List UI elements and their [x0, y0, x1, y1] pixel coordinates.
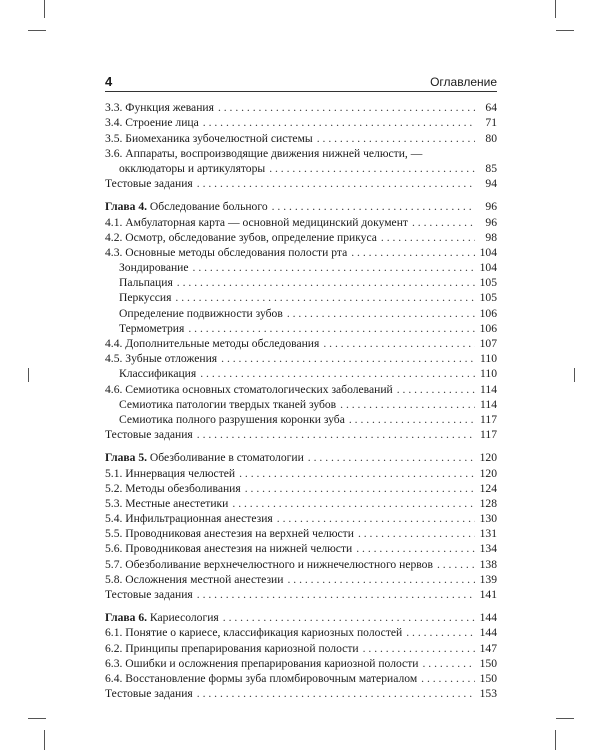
- toc-entry-title: [105, 482, 241, 496]
- toc-page-number: 96: [485, 215, 497, 229]
- toc-entry-label: окклюдаторы и артикуляторы: [119, 161, 266, 175]
- toc-entry-title: [105, 611, 219, 625]
- toc-page-number: 107: [479, 337, 497, 350]
- page-number: 4: [105, 74, 113, 89]
- toc-leader-dots: [397, 383, 475, 397]
- toc-entry-title: [105, 200, 268, 214]
- toc-leader-dots: [358, 527, 475, 541]
- toc-row[interactable]: [105, 556, 497, 571]
- toc-entry-label: Пальпация: [119, 276, 173, 290]
- toc-row[interactable]: [105, 686, 497, 701]
- toc-leader-dots: [340, 398, 475, 412]
- toc-row[interactable]: [105, 427, 497, 442]
- toc-chapter-row[interactable]: [105, 199, 497, 214]
- toc-entry-label: Зондирование: [119, 261, 189, 275]
- toc-page-number: 130: [479, 512, 497, 526]
- toc-page-number: 141: [479, 588, 497, 601]
- toc-page-number: 138: [479, 557, 497, 571]
- toc-chapter-row[interactable]: [105, 610, 497, 625]
- toc-entry-title: [105, 497, 228, 511]
- toc-page-number: 144: [479, 626, 497, 640]
- crop-mark-top-left-h: [28, 30, 46, 31]
- toc-page-number: 124: [479, 481, 497, 495]
- toc-entry-title: [119, 322, 184, 336]
- toc-leader-dots: [203, 116, 475, 130]
- toc-entry-title: [105, 642, 359, 656]
- toc-leader-dots: [245, 482, 475, 496]
- toc-entry-title: [119, 162, 265, 176]
- toc-entry-label: 4.6. Семиотика основных стоматологических заболеваний: [105, 382, 393, 396]
- toc-leader-dots: [269, 162, 475, 176]
- toc-leader-dots: [323, 337, 475, 351]
- toc-row[interactable]: [105, 115, 497, 130]
- toc-chapter-number: Глава 6.: [105, 611, 148, 625]
- toc-entry-label: 5.6. Проводниковая анестезия на нижней челюсти: [105, 542, 353, 556]
- toc-leader-dots: [200, 367, 475, 381]
- toc-entry-title: [105, 132, 313, 146]
- toc-leader-dots: [308, 451, 475, 465]
- toc-entry-label: Обезболивание в стоматологии: [147, 451, 304, 465]
- toc-page-number: 120: [479, 466, 497, 480]
- toc-page-number: 80: [485, 131, 497, 145]
- toc-row[interactable]: [105, 526, 497, 541]
- toc-page-number: 117: [480, 412, 497, 426]
- toc-entry-title: [105, 573, 283, 587]
- toc-row[interactable]: [105, 587, 497, 602]
- toc-entry-title: [105, 216, 408, 230]
- toc-page-number: 106: [479, 321, 497, 335]
- toc-page-number: 153: [479, 687, 497, 701]
- toc-page-number: 96: [485, 200, 497, 214]
- toc-page-number: 98: [485, 230, 497, 244]
- toc-entry-label: 4.3. Основные методы обследования полости рта: [105, 245, 348, 259]
- toc-leader-dots: [197, 687, 475, 701]
- toc-page-number: 144: [479, 611, 497, 625]
- toc-entry-label: 5.3. Местные анестетики: [105, 496, 229, 510]
- toc-row[interactable]: [105, 412, 497, 427]
- toc-entry-title: [105, 588, 193, 602]
- toc-page-number: 106: [479, 306, 497, 320]
- crop-mark-top-right-h: [556, 30, 574, 31]
- toc-leader-dots: [381, 231, 475, 245]
- toc-page-number: 114: [480, 382, 497, 396]
- toc-row[interactable]: [105, 366, 497, 381]
- toc-entry-label: 5.5. Проводниковая анестезия на верхней челюсти: [105, 527, 354, 541]
- toc-entry-title: [105, 558, 433, 572]
- toc-entry-label: Семиотика патологии твердых тканей зубов: [119, 397, 337, 411]
- toc-row[interactable]: [105, 245, 497, 260]
- toc-page-number: 64: [485, 101, 497, 115]
- toc-entry-title: [105, 246, 347, 260]
- toc-entry-title: [105, 657, 418, 671]
- toc-entry-label: Термометрия: [119, 321, 185, 335]
- toc-page-number: 114: [480, 397, 497, 411]
- toc-leader-dots: [437, 558, 475, 572]
- toc-entry-label: Тестовые задания: [105, 428, 193, 442]
- toc-leader-dots: [175, 291, 475, 305]
- toc-page-number: 94: [485, 177, 497, 191]
- toc-entry-label: 5.1. Иннервация челюстей: [105, 466, 236, 480]
- toc-row[interactable]: [105, 640, 497, 655]
- crop-mark-top-left: [44, 0, 45, 18]
- toc-entry-label: Определение подвижности зубов: [119, 306, 283, 320]
- toc-entry-title: [119, 413, 345, 427]
- toc-page-number: 128: [479, 496, 497, 510]
- toc-row[interactable]: [105, 481, 497, 496]
- toc-row[interactable]: [105, 496, 497, 511]
- toc-leader-dots: [197, 177, 475, 191]
- toc-row[interactable]: [105, 230, 497, 245]
- toc-row[interactable]: [105, 290, 497, 305]
- toc-leader-dots: [272, 200, 475, 214]
- toc-entry-label: 6.3. Ошибки и осложнения препарирования кариозной полости: [105, 656, 419, 670]
- toc-entry-title: [105, 428, 193, 442]
- toc-page-number: 120: [479, 451, 497, 465]
- toc-entry-label: Семиотика полного разрушения коронки зуба: [119, 412, 345, 426]
- toc-entry-label: 6.1. Понятие о кариесе, классификация кариозных полостей: [105, 626, 403, 640]
- toc-entry-title: [105, 687, 193, 701]
- toc-entry-label: 4.2. Осмотр, обследование зубов, определение прикуса: [105, 230, 377, 244]
- toc-leader-dots: [239, 467, 475, 481]
- toc-entry-title: [105, 451, 304, 465]
- toc-leader-dots: [177, 276, 475, 290]
- toc-entry-title: [119, 291, 171, 305]
- toc-page-number: 117: [480, 428, 497, 442]
- toc-entry-label: Тестовые задания: [105, 687, 193, 701]
- toc-leader-dots: [421, 672, 475, 686]
- toc-entry-label: 5.8. Осложнения местной анестезии: [105, 572, 284, 586]
- toc-leader-dots: [223, 611, 475, 625]
- toc-leader-dots: [193, 261, 475, 275]
- toc-entry-title: [105, 542, 352, 556]
- toc-entry-label: Перкуссия: [119, 291, 172, 305]
- toc-row[interactable]: [105, 625, 497, 640]
- toc-leader-dots: [197, 588, 475, 602]
- toc-entry-label: 5.4. Инфильтрационная анестезия: [105, 512, 273, 526]
- toc-entry-label: Обследование больного: [147, 200, 268, 214]
- toc-entry-label: Тестовые задания: [105, 177, 193, 191]
- toc-entry-label: 3.6. Аппараты, воспроизводящие движения нижней челюсти, —: [105, 146, 423, 160]
- toc-entry-label: Классификация: [119, 367, 197, 381]
- toc-leader-dots: [349, 413, 475, 427]
- toc-entry-title: [119, 398, 336, 412]
- crop-mark-bottom-right: [555, 730, 556, 750]
- toc-row[interactable]: [105, 260, 497, 275]
- toc-row[interactable]: [105, 130, 497, 145]
- toc-page-number: 110: [480, 367, 497, 381]
- toc-entry-title: [105, 116, 199, 130]
- toc-entry-title: [105, 177, 193, 191]
- toc-page-number: 139: [479, 572, 497, 586]
- toc-entry-label: 4.1. Амбулаторная карта — основной медицинский документ: [105, 215, 408, 229]
- toc-page-number: 134: [479, 542, 497, 556]
- toc-page-number: 150: [479, 656, 497, 670]
- toc-row[interactable]: [105, 161, 497, 176]
- crop-mark-bottom-left-h: [28, 718, 46, 719]
- toc-chapter-number: Глава 4.: [105, 200, 148, 214]
- toc-row[interactable]: [105, 146, 497, 161]
- table-of-contents: [105, 100, 497, 701]
- toc-leader-dots: [363, 642, 475, 656]
- toc-row[interactable]: [105, 214, 497, 229]
- toc-page-number: 104: [479, 245, 497, 259]
- toc-entry-label: 4.5. Зубные отложения: [105, 352, 218, 366]
- toc-row[interactable]: [105, 381, 497, 396]
- crop-mark-bottom-left: [44, 730, 45, 750]
- toc-entry-label: 3.3. Функция жевания: [105, 101, 214, 115]
- toc-entry-label: 5.7. Обезболивание верхнечелюстного и нижнечелюстного нервов: [105, 557, 433, 571]
- toc-entry-label: 3.4. Строение лица: [105, 116, 199, 130]
- toc-row[interactable]: [105, 321, 497, 336]
- toc-leader-dots: [218, 101, 475, 115]
- toc-entry-label: Тестовые задания: [105, 588, 193, 601]
- toc-entry-title: [105, 672, 417, 686]
- toc-entry-label: Кариесология: [147, 611, 219, 625]
- page-header: [105, 75, 497, 92]
- toc-page-number: 147: [479, 641, 497, 655]
- toc-entry-title: [119, 261, 189, 275]
- toc-entry-title: [105, 467, 235, 481]
- toc-entry-label: 6.2. Принципы препарирования кариозной полости: [105, 641, 359, 655]
- toc-leader-dots: [232, 497, 475, 511]
- toc-row[interactable]: [105, 465, 497, 480]
- toc-row[interactable]: [105, 397, 497, 412]
- toc-page-number: 150: [479, 671, 497, 685]
- toc-leader-dots: [351, 246, 475, 260]
- toc-entry-label: 6.4. Восстановление формы зуба пломбировочным материалом: [105, 671, 418, 685]
- toc-page-number: 71: [485, 116, 497, 130]
- toc-leader-dots: [277, 512, 475, 526]
- toc-leader-dots: [317, 132, 475, 146]
- crop-mark-mid-left: [28, 368, 29, 382]
- crop-mark-top-right: [555, 0, 556, 18]
- toc-leader-dots: [287, 307, 475, 321]
- toc-leader-dots: [287, 573, 475, 587]
- toc-entry-label: 4.4. Дополнительные методы обследования: [105, 337, 320, 350]
- toc-page-number: 131: [479, 527, 497, 541]
- toc-page-number: 105: [479, 291, 497, 305]
- toc-entry-title: [105, 626, 402, 640]
- toc-entry-title: [105, 147, 422, 161]
- toc-entry-title: [119, 367, 196, 381]
- toc-row[interactable]: [105, 336, 497, 351]
- toc-row[interactable]: [105, 176, 497, 191]
- toc-entry-label: 5.2. Методы обезболивания: [105, 481, 241, 495]
- toc-leader-dots: [221, 352, 475, 366]
- toc-entry-title: [105, 352, 217, 366]
- toc-entry-title: [105, 512, 273, 526]
- toc-leader-dots: [197, 428, 475, 442]
- toc-row[interactable]: [105, 541, 497, 556]
- toc-row[interactable]: [105, 275, 497, 290]
- crop-mark-mid-right: [574, 368, 575, 382]
- toc-row[interactable]: [105, 656, 497, 671]
- toc-row[interactable]: [105, 351, 497, 366]
- toc-row[interactable]: [105, 305, 497, 320]
- toc-page-number: 110: [480, 352, 497, 366]
- toc-entry-title: [105, 383, 393, 397]
- toc-page-number: 104: [479, 261, 497, 275]
- toc-entry-title: [105, 231, 377, 245]
- section-title: Оглавление: [430, 75, 497, 89]
- toc-row[interactable]: [105, 511, 497, 526]
- toc-leader-dots: [356, 542, 475, 556]
- toc-row[interactable]: [105, 100, 497, 115]
- toc-entry-title: [105, 527, 354, 541]
- toc-chapter-number: Глава 5.: [105, 451, 148, 465]
- toc-entry-label: 3.5. Биомеханика зубочелюстной системы: [105, 131, 313, 145]
- toc-leader-dots: [188, 322, 475, 336]
- toc-row[interactable]: [105, 671, 497, 686]
- toc-page-number: 85: [485, 161, 497, 175]
- crop-mark-bottom-right-h: [556, 718, 574, 719]
- toc-entry-title: [119, 276, 173, 290]
- toc-entry-title: [105, 101, 214, 115]
- toc-entry-title: [119, 307, 283, 321]
- toc-leader-dots: [412, 216, 475, 230]
- toc-entry-title: [105, 337, 319, 351]
- toc-leader-dots: [422, 657, 475, 671]
- toc-chapter-row[interactable]: [105, 450, 497, 465]
- toc-page-number: 105: [479, 276, 497, 290]
- toc-leader-dots: [406, 626, 475, 640]
- toc-row[interactable]: [105, 572, 497, 587]
